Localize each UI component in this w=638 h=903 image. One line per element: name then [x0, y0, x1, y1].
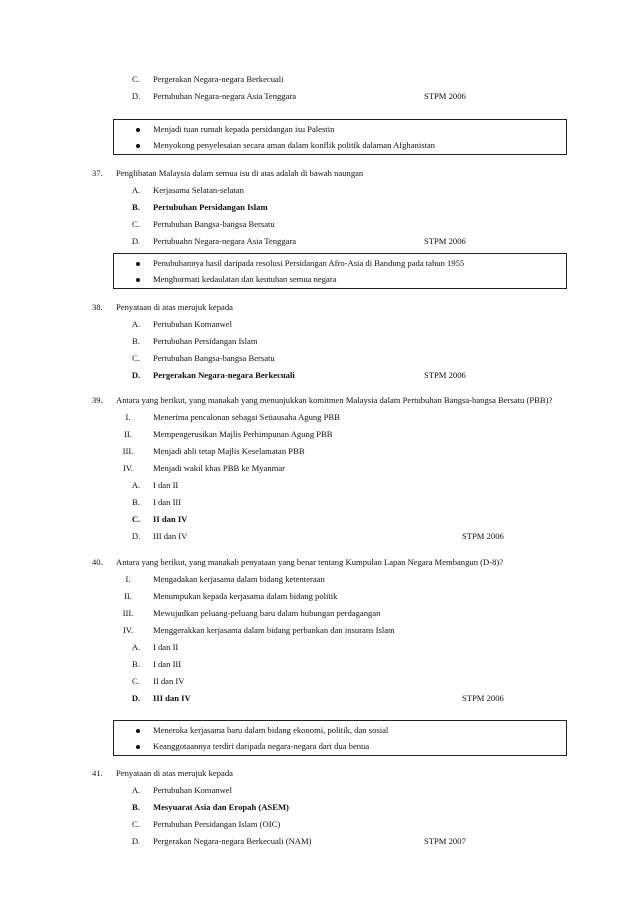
exam-source: STPM 2006 — [424, 91, 466, 101]
option-letter: A. — [131, 480, 141, 490]
option-text: Pertubuhan Komanwel — [153, 785, 232, 795]
option-text: Pertubuhan Bangsa-bangsa Bersatu — [153, 353, 275, 363]
bullet-icon — [136, 278, 140, 282]
box-item: Penubuhannya hasil daripada resolusi Persidangan Afro-Asia di Bandung pada tahun 1955 — [153, 258, 465, 268]
bullet-icon — [136, 745, 140, 749]
statement-text: Menerima pencalonan sebagai Setiausaha Agung PBB — [153, 412, 340, 422]
option-letter: C. — [132, 676, 140, 686]
exam-source: STPM 2007 — [424, 836, 466, 846]
statement-text: Menjadi wakil khas PBB ke Myanmar — [153, 463, 285, 473]
statement-roman: III. — [122, 608, 134, 618]
box-item: Menghormati kedaulatan dan keutuhan semua negara — [153, 274, 337, 284]
option-text: II dan IV — [153, 514, 188, 524]
question-number: 41. — [92, 768, 103, 778]
option-text: I dan II — [153, 642, 179, 652]
option-text: Pertubuhan Negara-negara Asia Tenggara — [153, 91, 297, 101]
statement-text: Mempengerusikan Majlis Perhimpunan Agung PBB — [153, 429, 333, 439]
option-text: Pertubuhan Bangsa-bangsa Bersatu — [153, 219, 275, 229]
option-text: III dan IV — [153, 693, 191, 703]
option-letter: D. — [131, 836, 141, 846]
bullet-icon — [136, 144, 140, 148]
question-stem: Antara yang berikut, yang manakah yang menunjukkan komitmen Malaysia dalam Pertubuhan Bangsa-bangsa Bersatu (PBB)? — [116, 395, 553, 405]
option-letter: B. — [132, 336, 140, 346]
option-letter: D. — [131, 693, 141, 703]
question-stem: Antara yang berikut, yang manakah penyataan yang benar tentang Kumpulan Lapan Negara Membangun (D-8)? — [116, 557, 504, 567]
bullet-icon — [136, 262, 140, 266]
option-text: I dan III — [153, 497, 182, 507]
exam-source: STPM 2006 — [462, 531, 504, 541]
option-letter: A. — [131, 319, 141, 329]
question-number: 38. — [92, 302, 103, 312]
question-number: 39. — [92, 395, 103, 405]
exam-source: STPM 2006 — [462, 693, 504, 703]
question-number: 37. — [92, 168, 103, 178]
statement-roman: II. — [124, 429, 132, 439]
option-text: Pergerakan Negara-negara Berkecuali (NAM) — [153, 836, 312, 846]
option-text: Kerjasama Selatan-selatan — [153, 185, 244, 195]
option-letter: C. — [132, 74, 140, 84]
option-text: Pertubuhan Persidangan Islam — [153, 336, 258, 346]
option-text: II dan IV — [153, 676, 185, 686]
question-stem: Penyataan di atas merujuk kepada — [116, 302, 233, 312]
option-letter: A. — [131, 785, 141, 795]
statement-text: Menggerakkan kerjasama dalam bidang perbankan dan insurans Islam — [153, 625, 395, 635]
statement-roman: IV. — [122, 463, 134, 473]
option-letter: C. — [132, 219, 140, 229]
box-item: Meneroka kerjasama baru dalam bidang ekonomi, politik, dan sosial — [153, 725, 389, 735]
option-letter: C. — [132, 819, 140, 829]
statement-roman: I. — [125, 574, 131, 584]
box-item: Keanggotaannya terdiri daripada negara-negara dari dua benua — [153, 741, 370, 751]
bullet-icon — [136, 128, 140, 132]
bullet-icon — [136, 729, 140, 733]
option-letter: A. — [131, 642, 141, 652]
statement-text: Mewujudkan peluang-peluang baru dalam hubungan perdagangan — [153, 608, 381, 618]
option-letter: B. — [132, 659, 140, 669]
statement-roman: IV. — [122, 625, 134, 635]
option-text: Pertubuhan Persidangan Islam — [153, 202, 268, 212]
exam-source: STPM 2006 — [424, 236, 466, 246]
question-stem: Penyataan di atas merujuk kepada — [116, 768, 233, 778]
option-letter: D. — [131, 236, 141, 246]
option-letter: D. — [131, 91, 141, 101]
question-stem: Penglibatan Malaysia dalam semua isu di atas adalah di bawah naungan — [116, 168, 364, 178]
option-text: Pertubuahn Negara-negara Asia Tenggara — [153, 236, 297, 246]
statement-roman: I. — [125, 412, 131, 422]
statement-roman: III. — [122, 446, 134, 456]
option-letter: A. — [131, 185, 141, 195]
statement-text: Menumpukan kepada kerjasama dalam bidang politik — [153, 591, 338, 601]
option-letter: D. — [131, 370, 141, 380]
option-text: III dan IV — [153, 531, 188, 541]
option-letter: B. — [132, 497, 140, 507]
exam-source: STPM 2006 — [424, 370, 466, 380]
box-item: Menjadi tuan rumah kepada persidangan isu Palestin — [153, 124, 335, 134]
question-number: 40. — [92, 557, 103, 567]
option-letter: C. — [131, 514, 141, 524]
option-text: Mesyuarat Asia dan Eropah (ASEM) — [153, 802, 289, 812]
option-text: Pergerakan Negara-negara Berkecuali — [153, 370, 295, 380]
option-text: Pergerakan Negara-negara Berkecuali — [153, 74, 284, 84]
option-text: I dan III — [153, 659, 182, 669]
option-text: Pertubuhan Persidangan Islam (OIC) — [153, 819, 281, 829]
option-letter: B. — [132, 202, 140, 212]
option-text: Pertubuhan Komanwel — [153, 319, 232, 329]
option-letter: D. — [131, 531, 141, 541]
option-letter: B. — [132, 802, 140, 812]
option-text: I dan II — [153, 480, 179, 490]
statement-roman: II. — [124, 591, 132, 601]
option-letter: C. — [132, 353, 140, 363]
box-item: Menyokong penyelesaian secara aman dalam konflik politik dalaman Afghanistan — [153, 140, 436, 150]
statement-text: Menjadi ahli tetap Majlis Keselamatan PBB — [153, 446, 305, 456]
statement-text: Mengadakan kerjasama dalam bidang ketenteraan — [153, 574, 325, 584]
